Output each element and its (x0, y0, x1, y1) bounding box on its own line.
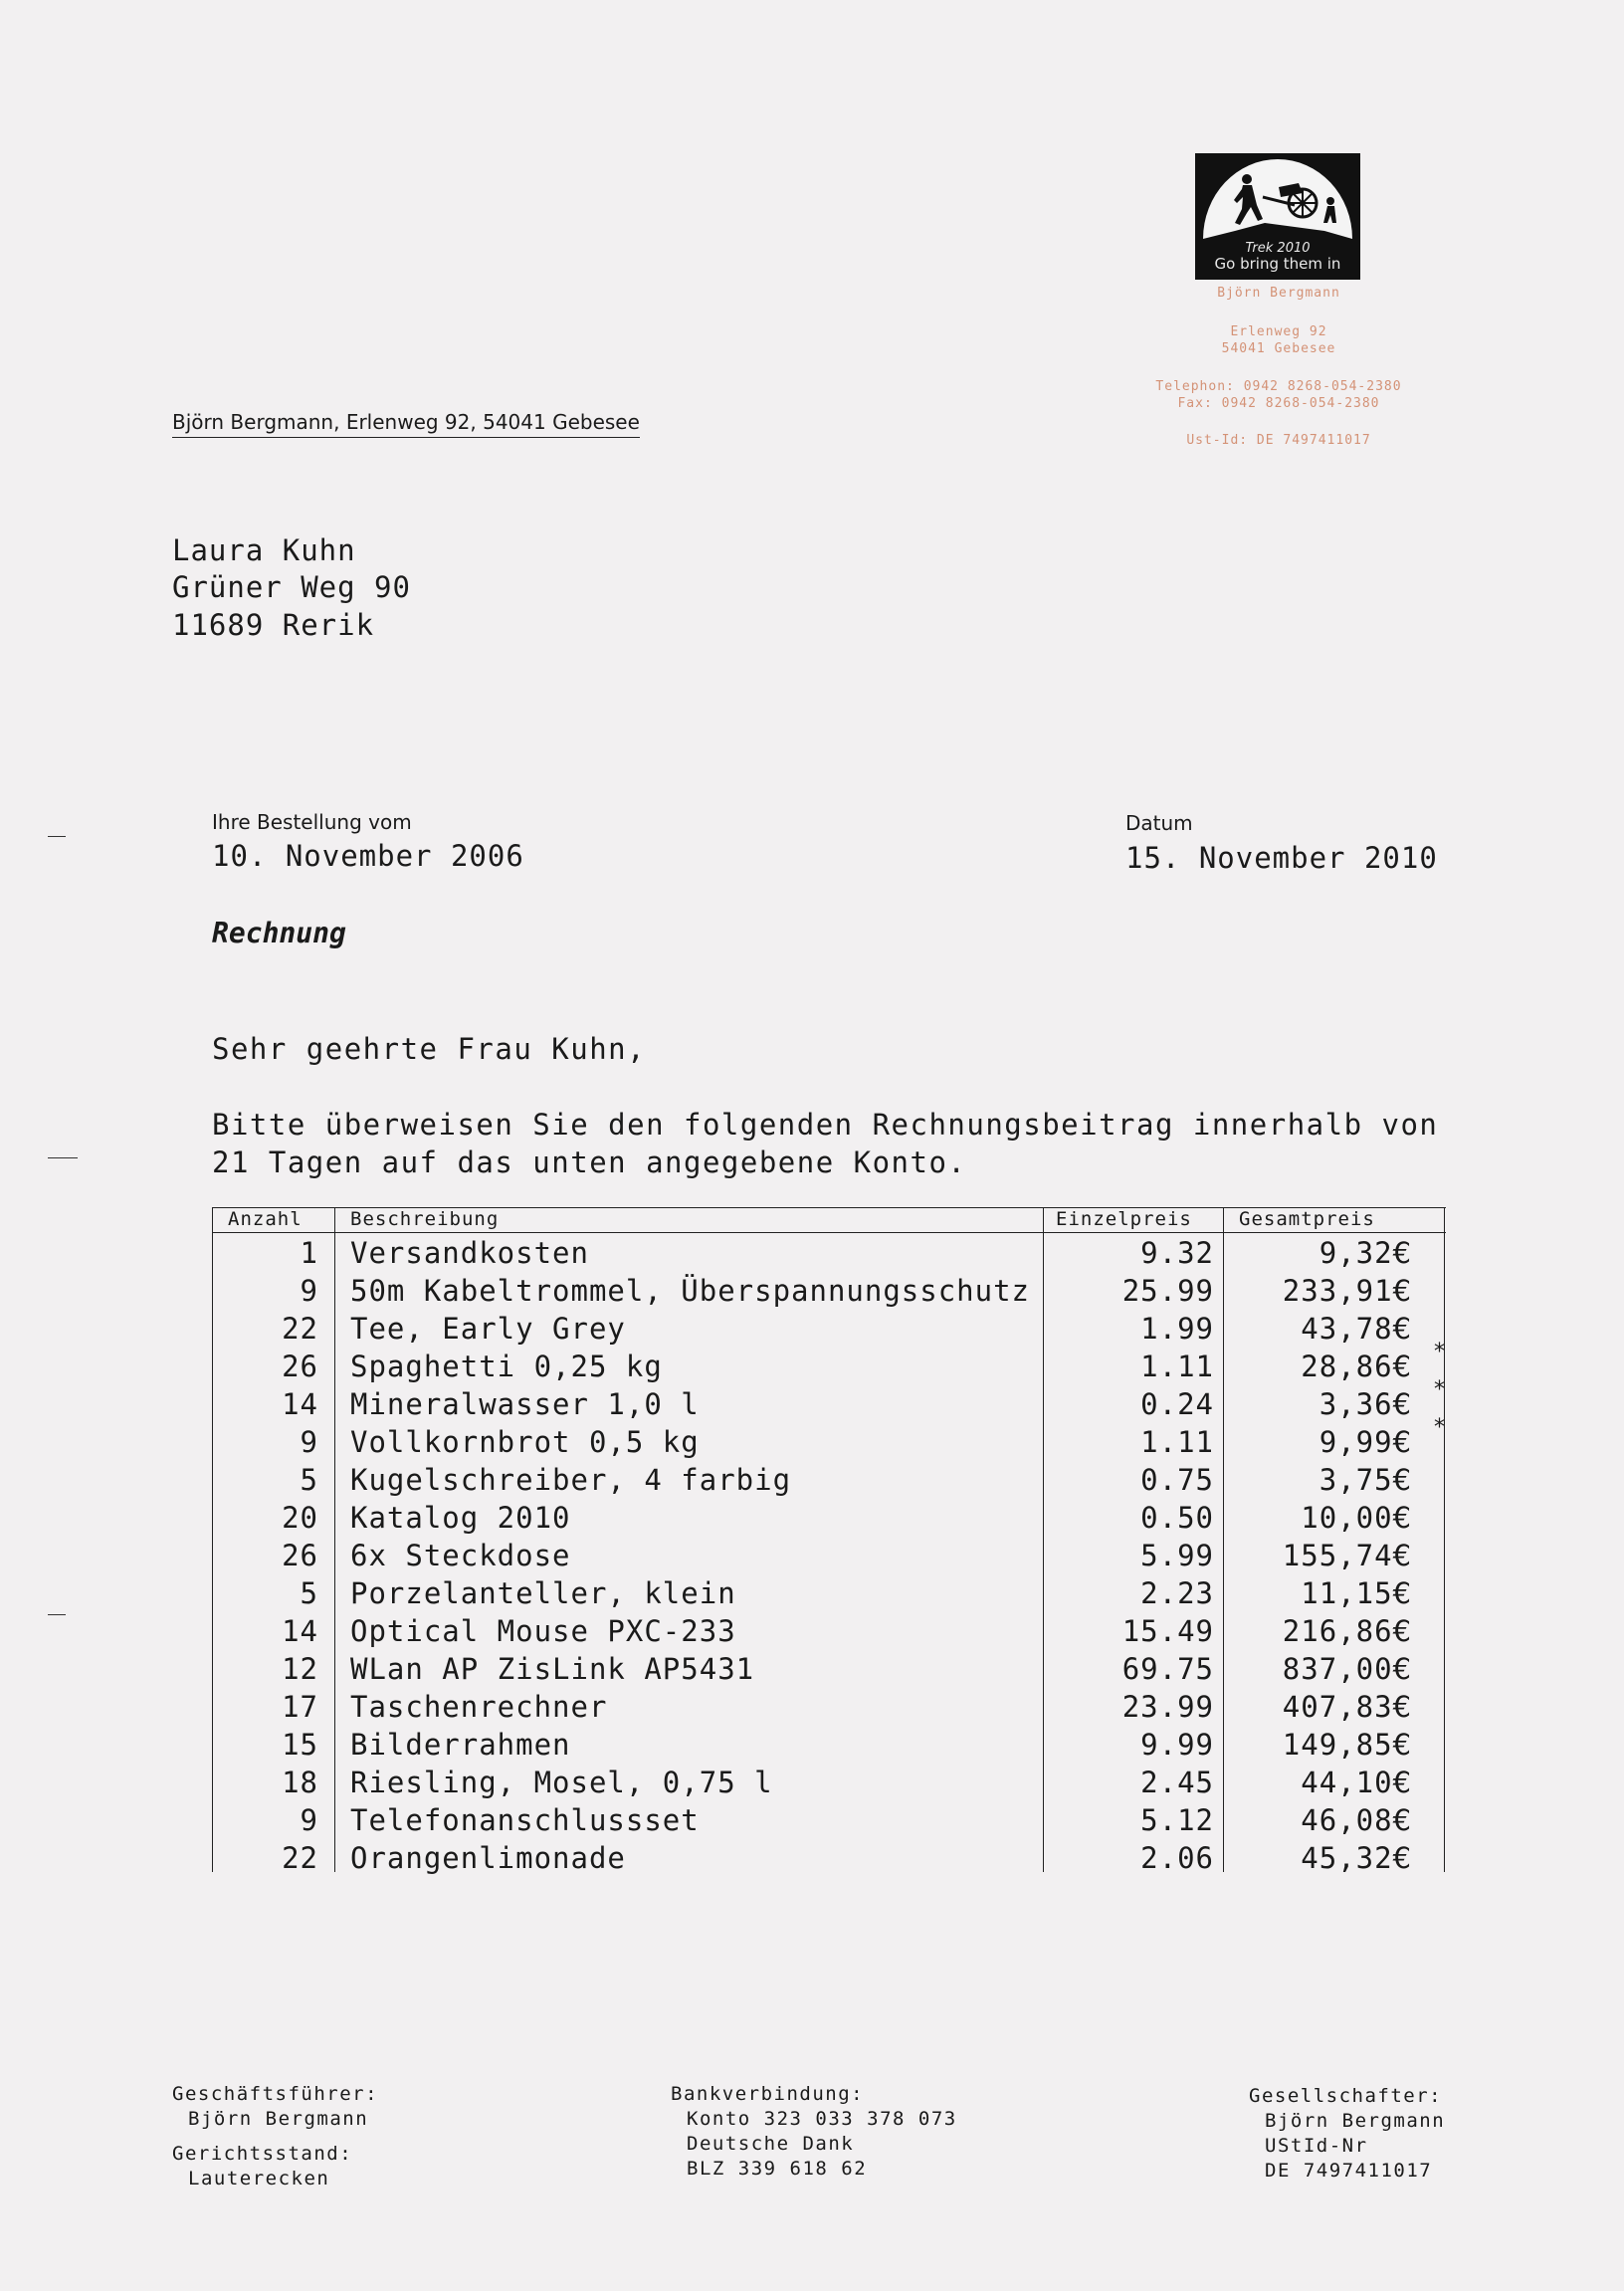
footer-partner: Björn Bergmann (1265, 2110, 1446, 2132)
sender-fax: Fax: 0942 8268-054-2380 (1177, 396, 1380, 411)
recipient-name: Laura Kuhn (172, 533, 356, 567)
row-total-price (1223, 1801, 1412, 1839)
row-description: Spaghetti 0,25 kg (350, 1350, 663, 1383)
row-total-price (1223, 1348, 1412, 1385)
row-total-price (1223, 1688, 1412, 1726)
footer-jurisdiction-label: Gerichtsstand: (172, 2143, 353, 2165)
row-description: WLan AP ZisLink AP5431 (350, 1652, 755, 1686)
reduced-vat-marker: * (1434, 1415, 1445, 1440)
euro-sign: € (1392, 1690, 1412, 1724)
reduced-vat-marker: * (1434, 1377, 1445, 1402)
row-unit-price: 1.11 (1140, 1425, 1214, 1459)
footer-jurisdiction: Lauterecken (188, 2168, 330, 2189)
row-total-amount: 11,15 (1301, 1576, 1393, 1610)
euro-sign: € (1392, 1312, 1412, 1346)
row-total-price (1223, 1726, 1412, 1764)
row-description: Bilderrahmen (350, 1728, 571, 1762)
euro-sign: € (1392, 1501, 1412, 1535)
table-row (212, 1272, 1446, 1310)
row-unit-price: 23.99 (1121, 1690, 1214, 1724)
footer-bank-label: Bankverbindung: (671, 2083, 865, 2105)
row-unit-price: 69.75 (1121, 1652, 1214, 1686)
table-row (212, 1839, 1446, 1877)
row-quantity: 12 (282, 1652, 318, 1686)
row-total-price (1223, 1650, 1412, 1688)
row-quantity: 26 (282, 1539, 318, 1572)
row-description: Taschenrechner (350, 1690, 608, 1724)
row-unit-price: 2.06 (1140, 1841, 1214, 1875)
footer-ustid-label: UStId-Nr (1265, 2135, 1368, 2157)
euro-sign: € (1392, 1425, 1412, 1459)
table-row (212, 1650, 1446, 1688)
row-quantity: 22 (282, 1841, 318, 1875)
euro-sign: € (1392, 1236, 1412, 1270)
table-row (212, 1234, 1446, 1272)
header-unit-price: Einzelpreis (1056, 1208, 1192, 1230)
table-row (212, 1801, 1446, 1839)
row-total-price (1223, 1385, 1412, 1423)
items-table (212, 1207, 1446, 1875)
row-quantity: 9 (300, 1425, 318, 1459)
row-total-price (1223, 1234, 1412, 1272)
euro-sign: € (1392, 1576, 1412, 1610)
euro-sign: € (1392, 1728, 1412, 1762)
row-quantity: 1 (300, 1236, 318, 1270)
header-total-price: Gesamtpreis (1239, 1208, 1375, 1230)
row-unit-price: 2.45 (1140, 1766, 1214, 1799)
row-total-amount: 837,00 (1282, 1652, 1393, 1686)
row-unit-price: 5.99 (1140, 1539, 1214, 1572)
row-total-amount: 44,10 (1301, 1766, 1393, 1799)
row-unit-price: 1.99 (1140, 1312, 1214, 1346)
row-total-amount: 407,83 (1282, 1690, 1393, 1724)
footer-partner-label: Gesellschafter: (1249, 2085, 1443, 2107)
row-total-amount: 10,00 (1301, 1501, 1393, 1535)
row-total-amount: 155,74 (1282, 1539, 1393, 1572)
row-total-amount: 9,99 (1319, 1425, 1393, 1459)
row-description: Mineralwasser 1,0 l (350, 1387, 700, 1421)
footer-managing-director-label: Geschäftsführer: (172, 2083, 379, 2105)
recipient-street: Grüner Weg 90 (172, 570, 411, 604)
euro-sign: € (1392, 1387, 1412, 1421)
sender-telephone: Telephon: 0942 8268-054-2380 (1155, 379, 1402, 394)
row-unit-price: 2.23 (1140, 1576, 1214, 1610)
row-unit-price: 0.75 (1140, 1463, 1214, 1497)
recipient-city: 11689 Rerik (172, 608, 375, 642)
row-total-amount: 149,85 (1282, 1728, 1393, 1762)
row-quantity: 22 (282, 1312, 318, 1346)
sender-name: Björn Bergmann (1217, 286, 1340, 301)
footer-bank-blz: BLZ 339 618 62 (687, 2158, 868, 2180)
table-row (212, 1415, 1446, 1461)
row-description: 6x Steckdose (350, 1539, 571, 1572)
reduced-vat-marker: * (1434, 1340, 1445, 1364)
row-total-amount: 46,08 (1301, 1803, 1393, 1837)
row-unit-price: 5.12 (1140, 1803, 1214, 1837)
row-total-amount: 3,36 (1319, 1387, 1393, 1421)
row-unit-price: 9.32 (1140, 1236, 1214, 1270)
row-unit-price: 0.24 (1140, 1387, 1214, 1421)
row-total-amount: 9,32 (1319, 1236, 1393, 1270)
footer-ustid: DE 7497411017 (1265, 2160, 1433, 2182)
row-description: Optical Mouse PXC-233 (350, 1614, 736, 1648)
table-header-border (212, 1232, 1446, 1233)
row-total-amount: 45,32 (1301, 1841, 1393, 1875)
table-row (212, 1499, 1446, 1537)
row-quantity: 5 (300, 1463, 318, 1497)
row-total-price (1223, 1310, 1412, 1348)
row-description: Orangenlimonade (350, 1841, 626, 1875)
sender-street: Erlenweg 92 (1230, 324, 1327, 339)
invoice-title: Rechnung (212, 917, 346, 949)
euro-sign: € (1392, 1274, 1412, 1308)
logo-tagline: Trek 2010 (1245, 241, 1311, 256)
row-quantity: 5 (300, 1576, 318, 1610)
euro-sign: € (1392, 1652, 1412, 1686)
fold-mark-middle (48, 1157, 78, 1158)
logo-slogan: Go bring them in (1214, 255, 1341, 273)
row-total-amount: 216,86 (1282, 1614, 1393, 1648)
fold-mark-top (48, 836, 66, 837)
row-description: Vollkornbrot 0,5 kg (350, 1425, 700, 1459)
row-quantity: 9 (300, 1803, 318, 1837)
row-unit-price: 0.50 (1140, 1501, 1214, 1535)
invoice-date-label: Datum (1125, 811, 1193, 835)
order-date: 10. November 2006 (212, 839, 524, 873)
footer-bank-name: Deutsche Dank (687, 2133, 855, 2155)
table-row (212, 1612, 1446, 1650)
row-unit-price: 9.99 (1140, 1728, 1214, 1762)
row-total-price (1223, 1499, 1412, 1537)
return-address: Björn Bergmann, Erlenweg 92, 54041 Gebesee (172, 410, 640, 438)
footer-managing-director: Björn Bergmann (188, 2108, 369, 2130)
table-row (212, 1764, 1446, 1801)
row-total-price (1223, 1574, 1412, 1612)
order-date-label: Ihre Bestellung vom (212, 810, 412, 834)
company-logo (1195, 153, 1360, 280)
table-row (212, 1574, 1446, 1612)
sender-ust-id: Ust-Id: DE 7497411017 (1186, 433, 1371, 448)
row-total-amount: 28,86 (1301, 1350, 1393, 1383)
header-desc: Beschreibung (350, 1208, 500, 1230)
euro-sign: € (1392, 1614, 1412, 1648)
table-row (212, 1461, 1446, 1499)
row-description: Tee, Early Grey (350, 1312, 626, 1346)
table-row (212, 1377, 1446, 1423)
row-quantity: 20 (282, 1501, 318, 1535)
table-row (212, 1726, 1446, 1764)
invoice-date: 15. November 2010 (1125, 841, 1438, 875)
euro-sign: € (1392, 1350, 1412, 1383)
row-quantity: 15 (282, 1728, 318, 1762)
row-description: Telefonanschlussset (350, 1803, 700, 1837)
row-total-amount: 43,78 (1301, 1312, 1393, 1346)
sender-city: 54041 Gebesee (1221, 341, 1336, 356)
row-description: Riesling, Mosel, 0,75 l (350, 1766, 773, 1799)
euro-sign: € (1392, 1803, 1412, 1837)
table-row (212, 1340, 1446, 1385)
fold-mark-bottom (48, 1614, 66, 1615)
euro-sign: € (1392, 1463, 1412, 1497)
row-description: Kugelschreiber, 4 farbig (350, 1463, 792, 1497)
row-total-price (1223, 1839, 1412, 1877)
row-total-price (1223, 1272, 1412, 1310)
intro-line-1: Bitte überweisen Sie den folgenden Rechnungsbeitrag innerhalb von (212, 1108, 1439, 1142)
row-quantity: 18 (282, 1766, 318, 1799)
header-qty: Anzahl (228, 1208, 303, 1230)
row-total-price (1223, 1537, 1412, 1574)
intro-line-2: 21 Tagen auf das unten angegebene Konto. (212, 1146, 967, 1179)
table-row (212, 1688, 1446, 1726)
euro-sign: € (1392, 1766, 1412, 1799)
euro-sign: € (1392, 1539, 1412, 1572)
row-description: Versandkosten (350, 1236, 589, 1270)
row-total-price (1223, 1461, 1412, 1499)
row-description: Katalog 2010 (350, 1501, 571, 1535)
row-quantity: 9 (300, 1274, 318, 1308)
table-row (212, 1537, 1446, 1574)
euro-sign: € (1392, 1841, 1412, 1875)
row-description: 50m Kabeltrommel, Überspannungsschutz (350, 1274, 1031, 1308)
row-unit-price: 25.99 (1121, 1274, 1214, 1308)
row-quantity: 26 (282, 1350, 318, 1383)
row-total-amount: 3,75 (1319, 1463, 1393, 1497)
row-total-price (1223, 1423, 1412, 1461)
row-total-amount: 233,91 (1282, 1274, 1393, 1308)
table-row (212, 1310, 1446, 1348)
salutation: Sehr geehrte Frau Kuhn, (212, 1032, 647, 1066)
row-total-price (1223, 1612, 1412, 1650)
row-unit-price: 15.49 (1121, 1614, 1214, 1648)
row-quantity: 14 (282, 1387, 318, 1421)
row-unit-price: 1.11 (1140, 1350, 1214, 1383)
row-quantity: 14 (282, 1614, 318, 1648)
footer-bank-account: Konto 323 033 378 073 (687, 2108, 957, 2130)
row-description: Porzelanteller, klein (350, 1576, 736, 1610)
row-quantity: 17 (282, 1690, 318, 1724)
row-total-price (1223, 1764, 1412, 1801)
